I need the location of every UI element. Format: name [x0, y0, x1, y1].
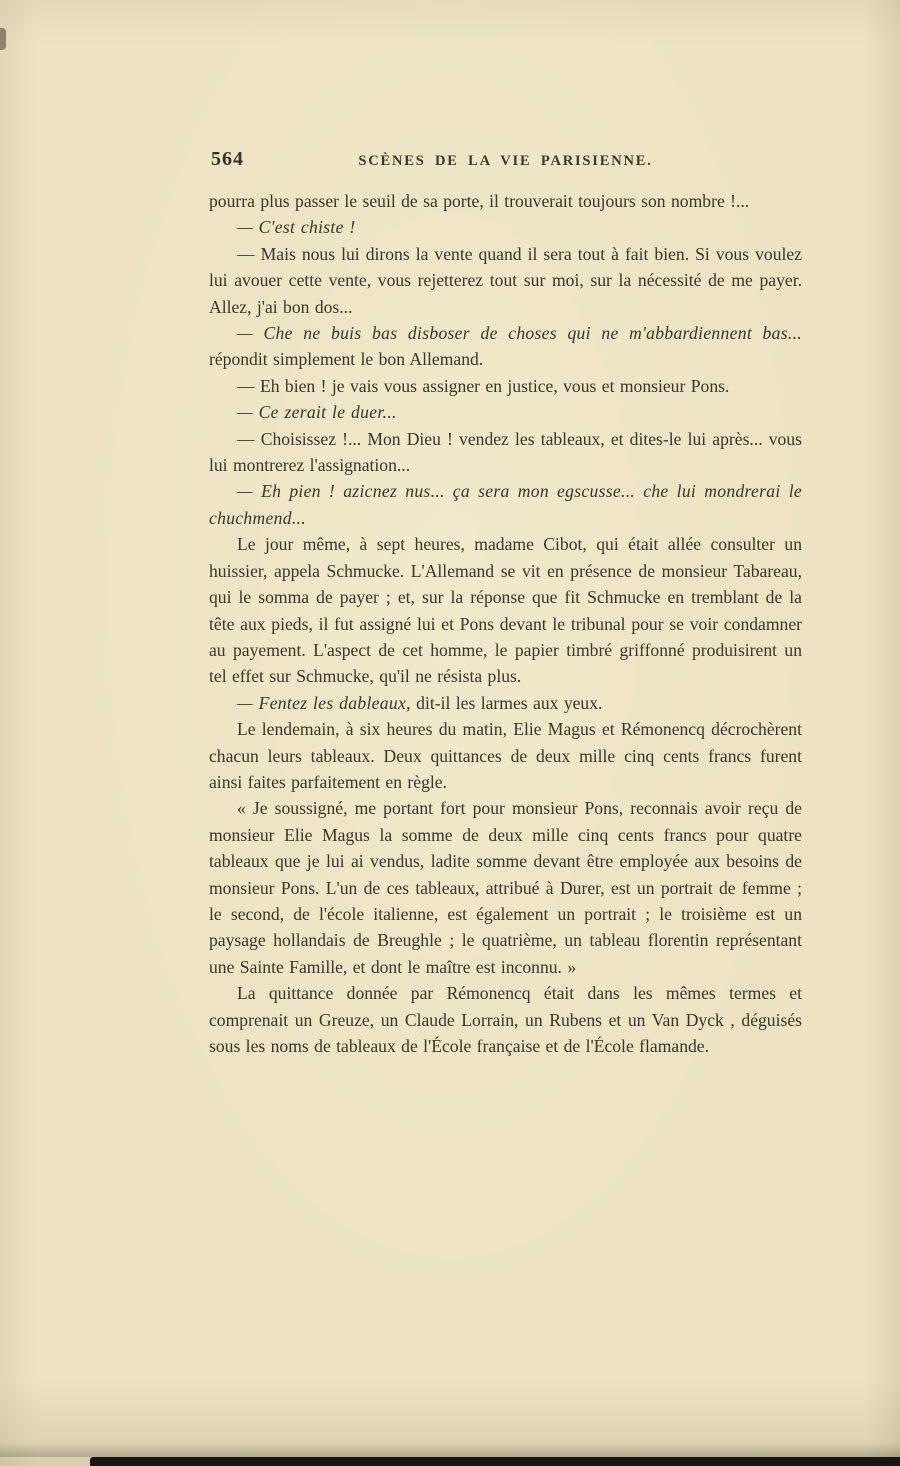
text-segment: La quittance donnée par Rémonencq était dans les mêmes termes et comprenait un Greuze, un Claude Lorrain, un Rubens et un Van Dyck , déguisés sous les noms de tableaux de l'École française et de l'École flamande.: [209, 983, 802, 1056]
paragraph: [209, 399, 802, 425]
text-segment: Le lendemain, à six heures du matin, Elie Magus et Rémonencq décrochèrent chacun leurs tableaux. Deux quittances de deux mille cinq cents francs furent ainsi faites parfaitement en règle.: [209, 719, 802, 792]
text-segment: « Je soussigné, me portant fort pour monsieur Pons, reconnais avoir reçu de monsieur Elie Magus la somme de deux mille cinq cents francs pour quatre tableaux que je lui ai vendus, ladite somme devant être employée aux besoins de monsieur Pons. L'un de ces tableaux, attribué à Durer, est un portrait de femme ; le second, de l'école italienne, est également un portrait ; le troisième est un paysage hollandais de Breughle ; le quatrième, un tableau florentin représentant une Sainte Famille, et dont le maître est inconnu. »: [209, 798, 802, 977]
paragraph: [209, 373, 802, 399]
paragraph: [209, 241, 802, 320]
scan-edge-bottom: [90, 1457, 900, 1466]
paragraph: [209, 531, 802, 689]
paragraph: [209, 188, 802, 214]
paragraph: [209, 478, 802, 531]
italic-text-segment: — Eh pien ! azicnez nus... ça sera mon egscusse... che lui mondrerai le chuchmend...: [209, 481, 802, 528]
scan-edge-shadow: [0, 1443, 900, 1457]
italic-text-segment: — C'est chiste !: [237, 217, 356, 238]
paragraph: [209, 716, 802, 795]
text-segment: — Eh bien ! je vais vous assigner en justice, vous et monsieur Pons.: [237, 375, 730, 396]
text-segment: répondit simplement le bon Allemand.: [209, 349, 484, 370]
page-number: 564: [211, 148, 244, 170]
italic-text-segment: — Ce zerait le duer...: [237, 402, 397, 423]
scan-edge-artifact: [0, 28, 6, 50]
paragraph: [209, 426, 802, 479]
running-head: SCÈNES DE LA VIE PARISIENNE.: [358, 153, 653, 169]
text-segment: dit-il les larmes aux yeux.: [410, 692, 603, 713]
page-header: [209, 148, 802, 176]
paragraph: [209, 320, 802, 373]
text-segment: — Choisissez !... Mon Dieu ! vendez les tableaux, et dites-le lui après... vous lui montrerez l'assignation...: [209, 428, 802, 476]
paragraph: [209, 795, 802, 980]
text-segment: — Mais nous lui dirons la vente quand il sera tout à fait bien. Si vous voulez lui avouer cette vente, vous rejetterez tout sur moi, sur la nécessité de me payer. Allez, j'ai bon dos...: [209, 243, 802, 317]
paragraph: [209, 690, 802, 716]
text-segment: pourra plus passer le seuil de sa porte, il trouverait toujours son nombre !...: [209, 191, 750, 211]
text-segment: Le jour même, à sept heures, madame Cibot, qui était allée consulter un huissier, appela Schmucke. L'Allemand se vit en présence de monsieur Tabareau, qui le somma de payer ; et, sur la réponse que fit Schmucke en tremblant de la tête aux pieds, il fut assigné lui et Pons devant le tribunal pour se voir condamner au payement. L'aspect de cet homme, le papier timbré griffonné produisirent un tel effet sur Schmucke, qu'il ne résista plus.: [209, 534, 802, 687]
paragraph: [209, 214, 802, 240]
italic-text-segment: — Fentez les dableaux,: [237, 692, 411, 713]
page-body: [209, 188, 802, 1059]
text-block: [209, 148, 802, 1059]
paragraph: [209, 980, 802, 1059]
italic-text-segment: — Che ne buis bas disboser de choses qui ne m'abbardiennent bas...: [237, 323, 802, 344]
